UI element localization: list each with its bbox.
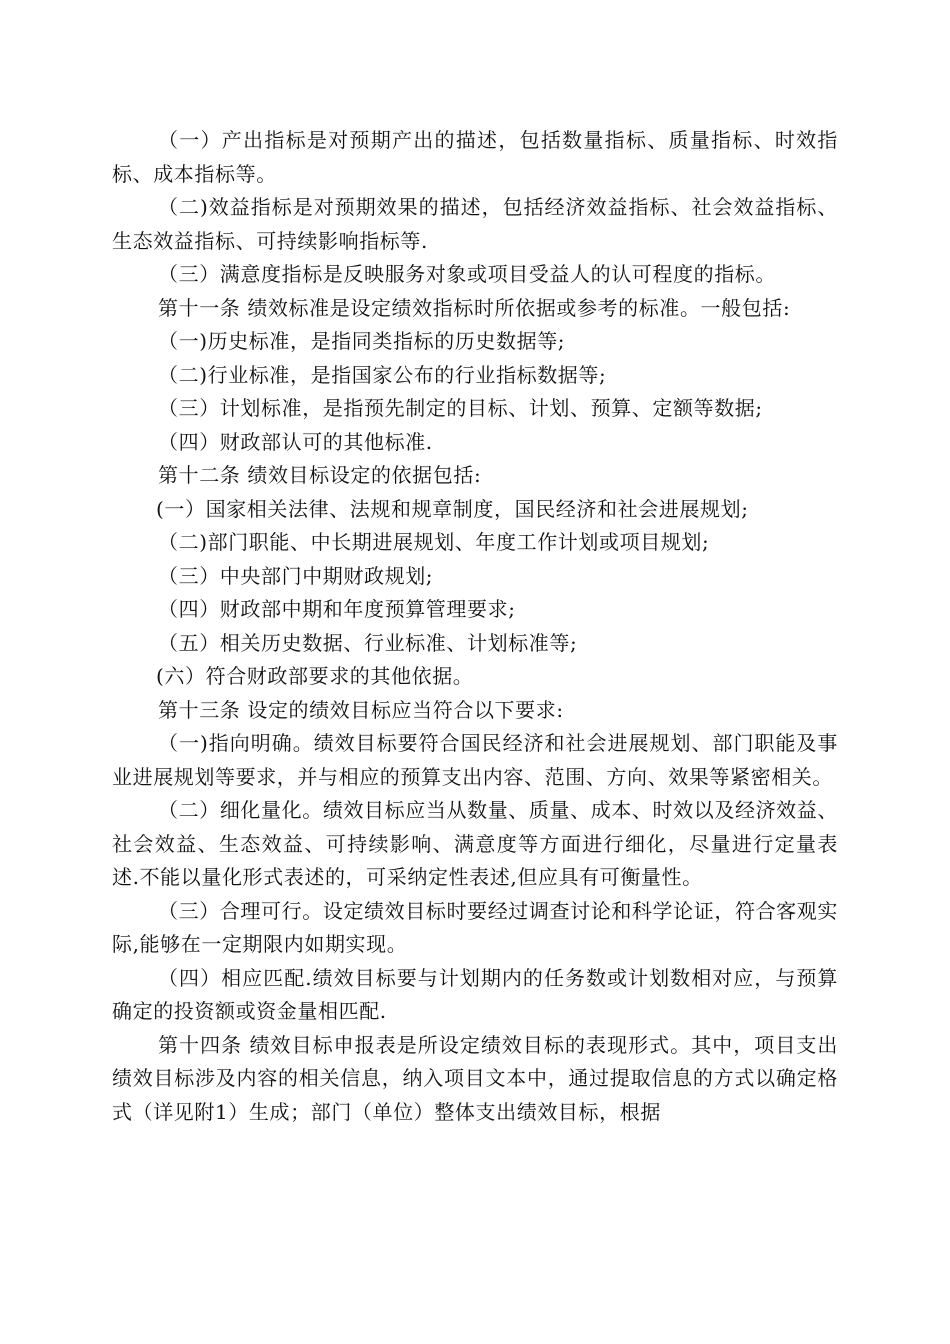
paragraph-requirement-feasible: （三）合理可行。设定绩效目标时要经过调查讨论和科学论证，符合客观实际,能够在一定期限内如期实现。 <box>112 898 838 956</box>
paragraph-basis-department: （二)部门职能、中长期进展规划、年度工作计划或项目规划; <box>158 530 710 554</box>
paragraph-output-indicators: （一）产出指标是对预期产出的描述，包括数量指标、质量指标、时效指标、成本指标等。 <box>112 128 838 186</box>
paragraph-article-11: 第十一条 绩效标准是设定绩效指标时所依据或参考的标准。一般包括: <box>158 295 791 320</box>
paragraph-requirement-clear: （一)指向明确。绩效目标要符合国民经济和社会进展规划、部门职能及事业进展规划等要求，并与相应的预算支出内容、范围、方向、效果等紧密相关。 <box>112 731 838 789</box>
paragraph-basis-other: (六）符合财政部要求的其他依据。 <box>156 664 474 688</box>
document-body <box>112 124 838 1129</box>
paragraph-basis-budget-management: （四）财政部中期和年度预算管理要求; <box>158 597 516 621</box>
paragraph-article-12: 第十二条 绩效目标设定的依据包括: <box>158 463 482 487</box>
paragraph-plan-standard: （三）计划标准，是指预先制定的目标、计划、预算、定额等数据; <box>158 396 763 420</box>
paragraph-benefit-indicators: （二)效益指标是对预期效果的描述，包括经济效益指标、社会效益指标、生态效益指标、可持续影响指标等. <box>112 195 838 253</box>
paragraph-satisfaction-indicators: （三）满意度指标是反映服务对象或项目受益人的认可程度的指标。 <box>158 262 776 286</box>
paragraph-article-13: 第十三条 设定的绩效目标应当符合以下要求: <box>158 697 564 722</box>
paragraph-basis-laws: (一）国家相关法律、法规和规章制度，国民经济和社会进展规划; <box>156 496 749 521</box>
paragraph-requirement-quantified: （二）细化量化。绩效目标应当从数量、质量、成本、时效以及经济效益、社会效益、生态效益、可持续影响、满意度等方面进行细化，尽量进行定量表述.不能以量化形式表述的，可采纳定性表述,但应具有可衡量性。 <box>112 798 838 889</box>
paragraph-industry-standard: （二)行业标准，是指国家公布的行业指标数据等; <box>158 362 607 387</box>
paragraph-requirement-matching: （四）相应匹配.绩效目标要与计划期内的任务数或计划数相对应，与预算确定的投资额或资金量相匹配. <box>112 965 838 1023</box>
paragraph-article-14: 第十四条 绩效目标申报表是所设定绩效目标的表现形式。其中，项目支出绩效目标涉及内容的相关信息，纳入项目文本中，通过提取信息的方式以确定格式（详见附1）生成；部门（单位）整体支出绩效目标，根据 <box>112 1032 838 1124</box>
paragraph-other-standard: （四）财政部认可的其他标准. <box>158 429 433 454</box>
paragraph-basis-historical-data: （五）相关历史数据、行业标准、计划标准等; <box>158 630 578 655</box>
paragraph-basis-fiscal-plan: （三）中央部门中期财政规划; <box>158 563 434 588</box>
paragraph-historical-standard: （一)历史标准，是指同类指标的历史数据等; <box>158 329 566 353</box>
